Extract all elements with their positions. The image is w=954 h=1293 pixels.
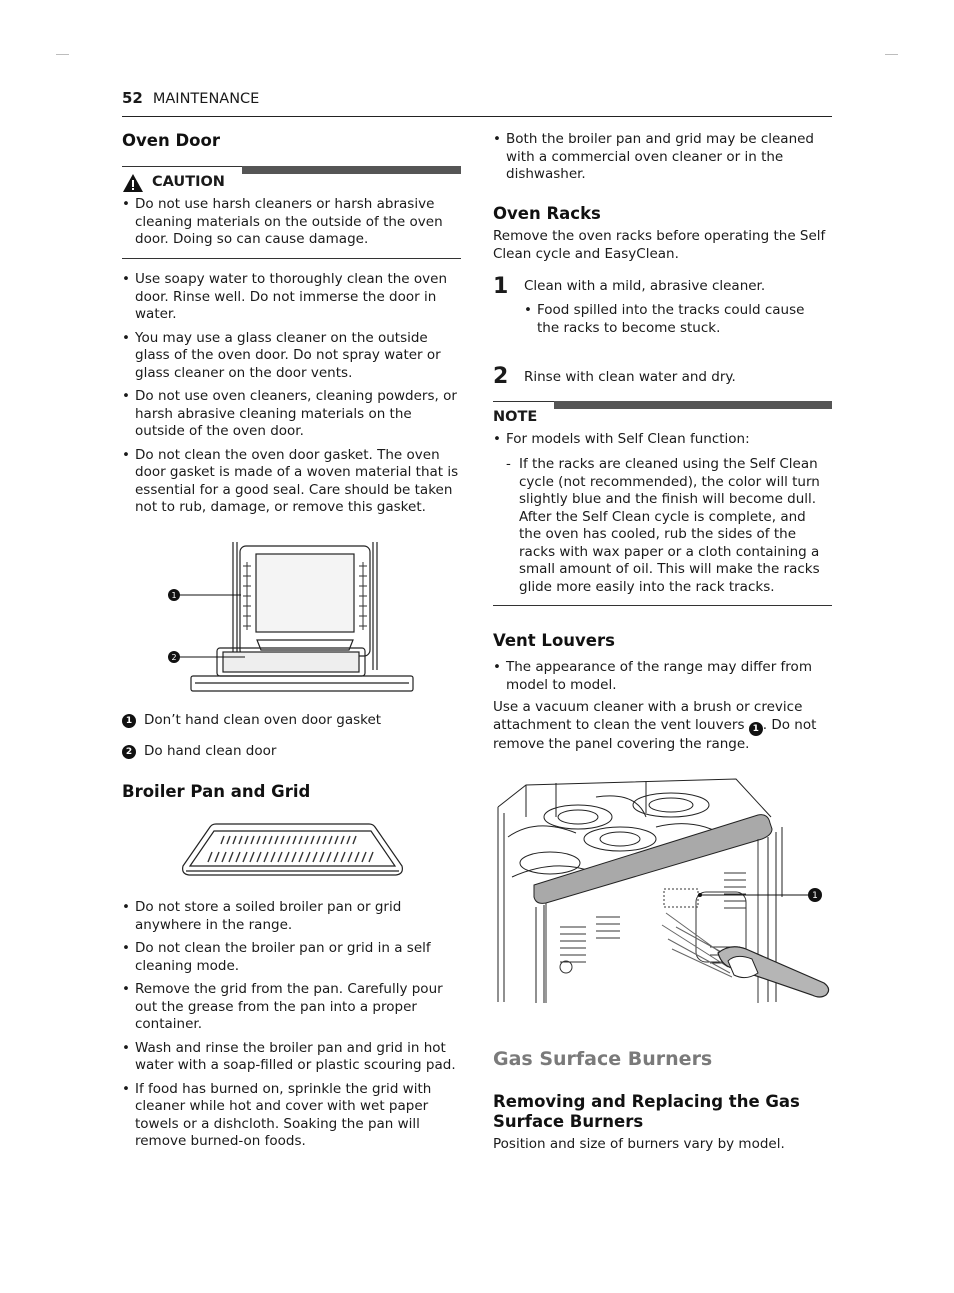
list-item: • If food has burned on, sprinkle the grid with cleaner while hot and cover with wet paper towels or a dishcloth. Soaking the pan will remove burned-on foods. bbox=[122, 1081, 460, 1151]
callout-number: 1 bbox=[749, 722, 763, 736]
oven-racks-heading: Oven Racks bbox=[493, 204, 601, 223]
crop-mark bbox=[885, 54, 898, 55]
step-text: Clean with a mild, abrasive cleaner. bbox=[524, 278, 766, 294]
callout-1 bbox=[122, 712, 381, 730]
list-item: • The appearance of the range may differ from model to model. bbox=[493, 659, 829, 694]
broiler-heading: Broiler Pan and Grid bbox=[122, 782, 311, 801]
note-list bbox=[493, 431, 829, 449]
list-item: • Do not clean the broiler pan or grid in a self cleaning mode. bbox=[122, 940, 460, 975]
step-number: 2 bbox=[493, 364, 509, 389]
page-header bbox=[122, 90, 832, 117]
caution-box-bottom bbox=[122, 258, 461, 259]
gas-burners-text: Position and size of burners vary by model. bbox=[493, 1136, 785, 1152]
vent-paragraph bbox=[493, 699, 829, 754]
vent-text-after: . Do not remove the panel covering the range. bbox=[493, 716, 817, 753]
step-number: 1 bbox=[493, 274, 509, 299]
caution-item: • Do not use harsh cleaners or harsh abrasive cleaning materials on the outside of the oven door. Doing so can cause damage. bbox=[122, 196, 452, 249]
step-2 bbox=[493, 366, 831, 388]
list-item: • Do not clean the oven door gasket. The oven door gasket is made of a woven material that is essential for a good seal. Care should be taken not to rub, damage, or remove this gasket. bbox=[122, 447, 460, 517]
removing-replacing-heading: Removing and Replacing the Gas Surface Burners bbox=[493, 1092, 800, 1131]
step-text: Rinse with clean water and dry. bbox=[524, 369, 736, 385]
list-item: • Do not store a soiled broiler pan or grid anywhere in the range. bbox=[122, 899, 460, 934]
oven-door-list bbox=[122, 271, 460, 517]
callout-text: Do hand clean door bbox=[144, 743, 277, 759]
oven-racks-intro: Remove the oven racks before operating the Self Clean cycle and EasyClean. bbox=[493, 228, 826, 262]
broiler-continued-list bbox=[493, 131, 829, 184]
list-item: • Food spilled into the tracks could cause the racks to become stuck. bbox=[524, 302, 830, 337]
note-subitem bbox=[506, 456, 830, 596]
list-item: • Use soapy water to thoroughly clean the oven door. Rinse well. Do not immerse the door in water. bbox=[122, 271, 460, 324]
step-1-sublist bbox=[524, 302, 830, 337]
list-item: • Do not use oven cleaners, cleaning powders, or harsh abrasive cleaning materials on the outside of the oven door. bbox=[122, 388, 460, 441]
list-item: • You may use a glass cleaner on the outside glass of the oven door. Do not spray water or glass cleaner on the door vents. bbox=[122, 330, 460, 383]
list-item: • For models with Self Clean function: bbox=[493, 431, 829, 449]
vent-louvers-heading: Vent Louvers bbox=[493, 631, 615, 650]
note-label: NOTE bbox=[493, 409, 538, 425]
oven-door-heading: Oven Door bbox=[122, 131, 220, 150]
note-box-bottom bbox=[493, 605, 832, 606]
step-1 bbox=[493, 276, 831, 298]
callout-number: 2 bbox=[122, 745, 136, 759]
warning-icon bbox=[122, 173, 144, 193]
callout-text: Don’t hand clean oven door gasket bbox=[144, 712, 382, 728]
list-item: • Wash and rinse the broiler pan and grid in hot water with a soap-filled or plastic scouring pad. bbox=[122, 1040, 460, 1075]
section-title: MAINTENANCE bbox=[152, 91, 260, 107]
figure-callout: 1 bbox=[812, 891, 818, 901]
vent-text-before: Use a vacuum cleaner with a brush or crevice attachment to clean the vent louvers bbox=[493, 699, 803, 733]
svg-text:2: 2 bbox=[171, 653, 177, 662]
callout-number: 1 bbox=[122, 714, 136, 728]
crop-mark bbox=[56, 54, 69, 55]
note-subitem-text: If the racks are cleaned using the Self Clean cycle (not recommended), the color will turn slightly blue and the finish will become dull. After the Self Clean cycle is complete, and the oven has cooled, rub the sides of the racks with wax paper or a cloth containing a small amount of oil. This will make the racks glide more easily into the rack tracks. bbox=[519, 456, 820, 595]
list-item: • Both the broiler pan and grid may be cleaned with a commercial oven cleaner or in the dishwasher. bbox=[493, 131, 829, 184]
oven-door-illustration bbox=[165, 540, 417, 695]
dash-marker: - bbox=[506, 456, 511, 472]
caution-title bbox=[122, 173, 225, 193]
callout-2 bbox=[122, 743, 276, 761]
broiler-pan-illustration bbox=[180, 822, 405, 880]
page-number: 52 bbox=[122, 89, 143, 107]
list-item: • Remove the grid from the pan. Carefully pour out the grease from the pan into a proper container. bbox=[122, 981, 460, 1034]
vent-list bbox=[493, 659, 829, 694]
svg-text:1: 1 bbox=[171, 591, 177, 600]
caution-label: CAUTION bbox=[152, 174, 225, 191]
caution-list bbox=[122, 196, 452, 249]
gas-burners-heading: Gas Surface Burners bbox=[493, 1048, 713, 1070]
broiler-list bbox=[122, 899, 460, 1151]
vent-louvers-illustration bbox=[496, 777, 832, 1005]
